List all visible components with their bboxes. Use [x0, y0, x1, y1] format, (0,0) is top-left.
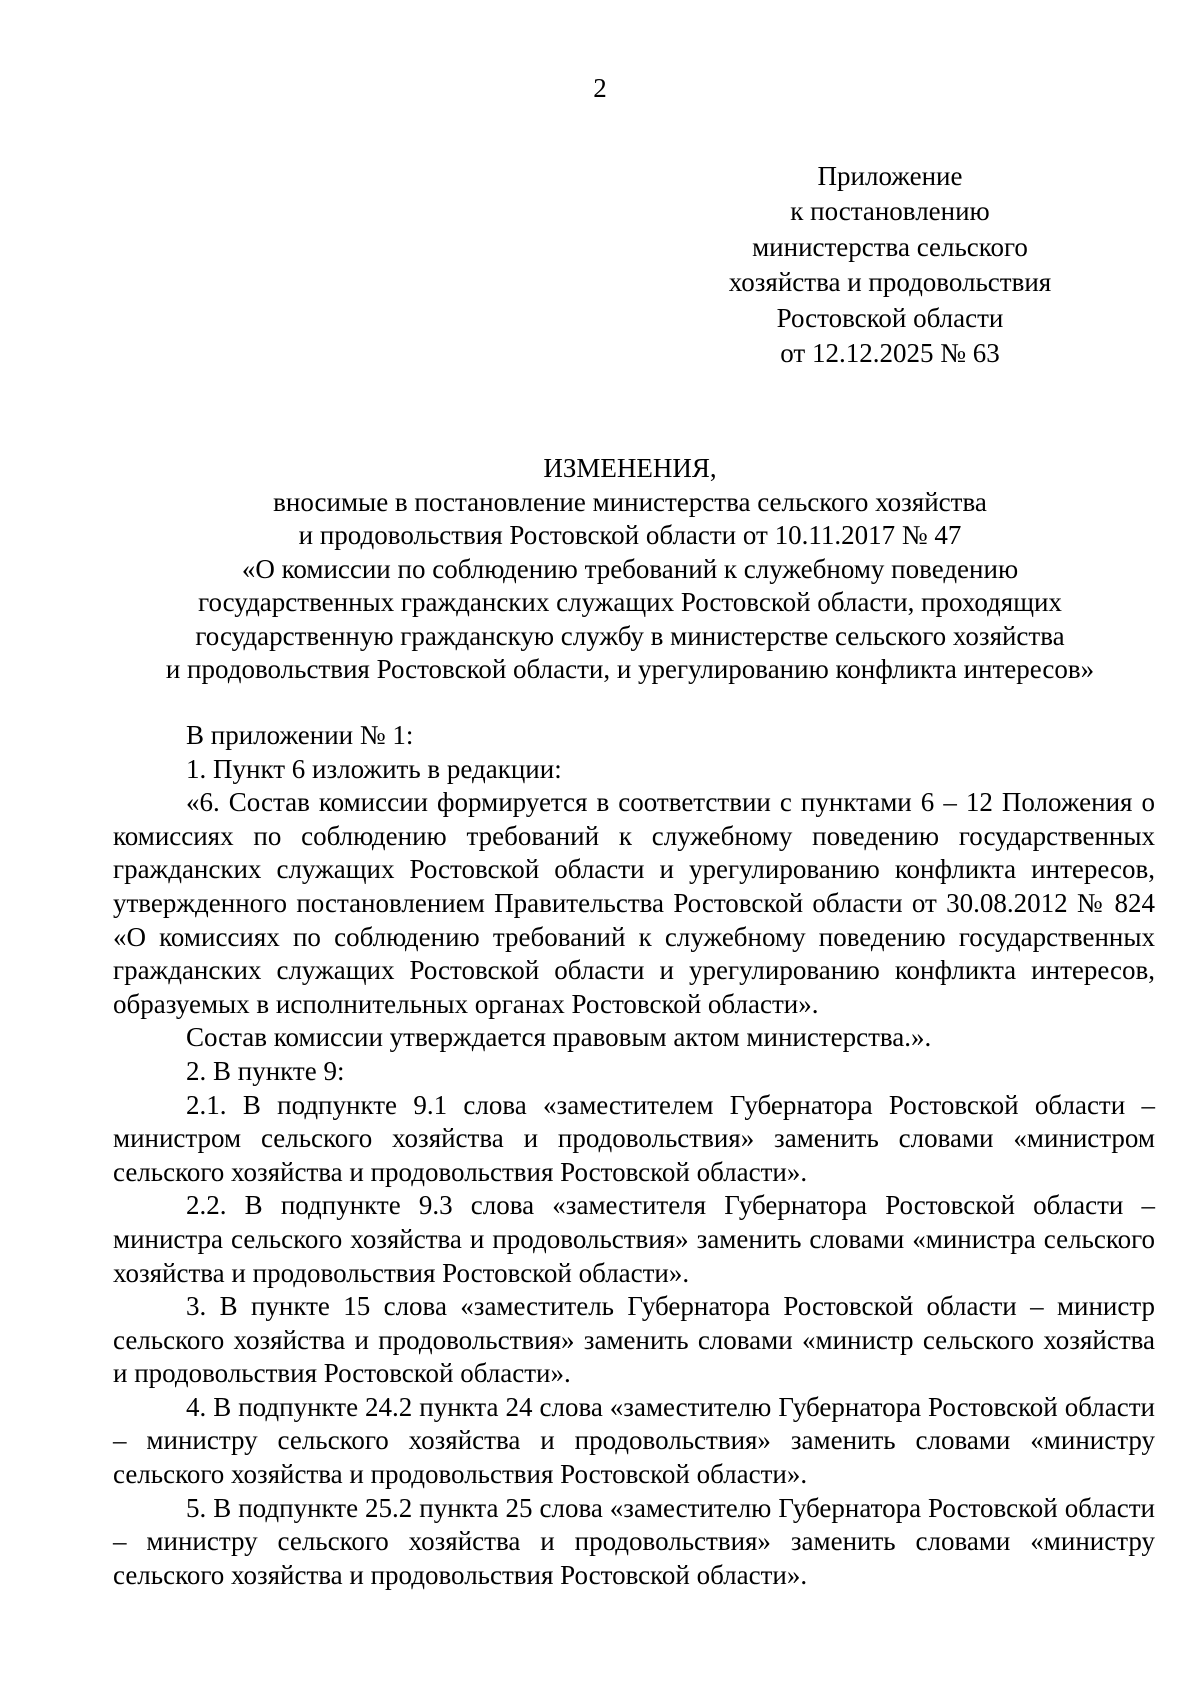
- appendix-line: министерства сельского: [752, 231, 1028, 262]
- heading-line: вносимые в постановление министерства сельского хозяйства: [273, 486, 987, 517]
- paragraph-intro: В приложении № 1:: [186, 720, 414, 750]
- heading-line: и продовольствия Ростовской области от 10.11.2017 № 47: [298, 520, 962, 550]
- paragraph-item-1: 1. Пункт 6 изложить в редакции:: [186, 753, 562, 784]
- document-heading: [105, 452, 1155, 687]
- paragraph-item-2-2: 2.2. В подпункте 9.3 слова «заместителя Губернатора Ростовской области – министра сельского хозяйства и продовольствия» заменить словами «министра сельского хозяйства и продовольствия Ростовской области».: [113, 1190, 1155, 1288]
- heading-line: «О комиссии по соблюдению требований к служебному поведению: [241, 553, 1019, 584]
- paragraph-item-3: 3. В пункте 15 слова «заместитель Губернатора Ростовской области – министр сельского хозяйства и продовольствия» заменить словами «министр сельского хозяйства и продовольствия Ростовской области».: [113, 1291, 1155, 1389]
- paragraph-item-6-composition: Состав комиссии утверждается правовым актом министерства.».: [186, 1022, 932, 1053]
- appendix-block: [700, 159, 1080, 371]
- appendix-line: от 12.12.2025 № 63: [780, 338, 1000, 369]
- heading-line: и продовольствия Ростовской области, и урегулированию конфликта интересов»: [165, 654, 1095, 684]
- paragraph-item-2-1: 2.1. В подпункте 9.1 слова «заместителем Губернатора Ростовской области – министром сельского хозяйства и продовольствия» заменить словами «министром сельского хозяйства и продовольствия Ростовской области».: [113, 1089, 1155, 1187]
- paragraph-item-2: 2. В пункте 9:: [186, 1055, 345, 1086]
- heading-line: государственную гражданскую службу в министерстве сельского хозяйства: [195, 620, 1065, 651]
- appendix-line: Приложение: [817, 161, 963, 191]
- document-title: ИЗМЕНЕНИЯ,: [543, 453, 717, 483]
- document-body: [113, 719, 1155, 1592]
- paragraph-item-5: 5. В подпункте 25.2 пункта 25 слова «заместителю Губернатора Ростовской области – министру сельского хозяйства и продовольствия» заменить словами «министру сельского хозяйства и продовольствия Ростовской области».: [113, 1492, 1155, 1590]
- appendix-line: к постановлению: [790, 196, 990, 227]
- paragraph-item-4: 4. В подпункте 24.2 пункта 24 слова «заместителю Губернатора Ростовской области – министру сельского хозяйства и продовольствия» заменить словами «министру сельского хозяйства и продовольствия Ростовской области».: [113, 1391, 1155, 1490]
- appendix-line: Ростовской области: [776, 302, 1004, 333]
- paragraph-item-6-text: «6. Состав комиссии формируется в соответствии с пунктами 6 – 12 Положения о комиссиях по соблюдению требований к служебному поведению государственных гражданских служащих Ростовской области и урегулированию конфликта интересов, утвержденного постановлением Правительства Ростовской области от 30.08.2012 № 824 «О комиссиях по соблюдению требований к служебному поведению государственных гражданских служащих Ростовской области и урегулированию конфликта интересов, образуемых в исполнительных органах Ростовской области».: [113, 787, 1155, 1019]
- page-number: 2: [593, 73, 607, 103]
- heading-line: государственных гражданских служащих Ростовской области, проходящих: [198, 587, 1062, 617]
- appendix-line: хозяйства и продовольствия: [728, 267, 1052, 298]
